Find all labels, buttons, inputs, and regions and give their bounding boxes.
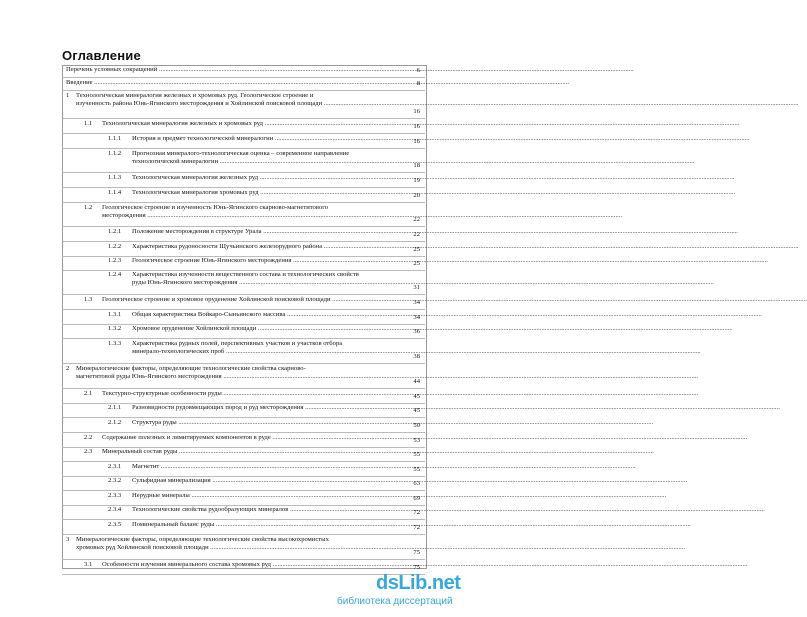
toc-entry-number: 2.2: [84, 434, 93, 441]
toc-entry-title: [76, 92, 401, 108]
toc-entry-page: 25: [413, 260, 420, 267]
toc-entry-number: 2.3.5: [108, 521, 122, 528]
toc-entry-page: 45: [413, 407, 420, 414]
toc-entry-title-line: Минералогические факторы, определяющие технологические свойства скарново-: [76, 365, 306, 372]
toc-entry-page: 8: [416, 80, 420, 87]
toc-entry[interactable]: [62, 227, 425, 242]
toc-entry[interactable]: [62, 295, 425, 310]
toc-entry-title: Хромовое оруденение Хойлинской площади .....: [132, 325, 401, 333]
toc-entry-number: 2.3.1: [108, 463, 122, 470]
toc-entry-page: 22: [413, 231, 420, 238]
toc-entry-title: [76, 365, 401, 381]
toc-entry[interactable]: [62, 476, 425, 491]
toc-entry-title: Технологические свойства рудообразующих минералов .....: [132, 506, 401, 514]
toc-entry-title: Положение месторождения в структуре Урала .....: [132, 228, 401, 236]
toc-entry-title: Сульфидная минерализация .....: [132, 477, 401, 485]
toc-entry-page: 55: [413, 451, 420, 458]
toc-entry-title-line: Технологическая минералогия железных и хромовых руд. Геологическое строение и: [76, 92, 314, 99]
toc-entry-page: 31: [413, 284, 420, 291]
toc-entry-number: 1.3: [84, 296, 93, 303]
toc-entry-number: 2.3.2: [108, 477, 122, 484]
toc-entry-number: 1.3.2: [108, 325, 122, 332]
toc-entry-title: История и предмет технологической минералогии .....: [132, 135, 401, 143]
toc-entry-page: 6: [416, 67, 420, 74]
toc-entry-title: Геологическое строение Юнь-Ягинского месторождения .....: [132, 257, 401, 265]
toc-entry-number: 1.2: [84, 204, 93, 211]
toc-entry-number: 1.2.3: [108, 257, 122, 264]
toc-entry[interactable]: [62, 65, 425, 78]
toc-entry-title: Магнетит .....: [132, 463, 401, 471]
toc-entry-page: 45: [413, 393, 420, 400]
toc-entry[interactable]: [62, 339, 425, 364]
toc-entry-number: 1.2.2: [108, 243, 122, 250]
toc-entry-page: 34: [413, 299, 420, 306]
toc-entry-title-line: Минералогические факторы, определяющие технологические свойства высокохромистых: [76, 536, 329, 543]
toc-entry-page: 53: [413, 437, 420, 444]
watermark-subtitle: библиотека диссертаций: [337, 596, 453, 607]
toc-entry[interactable]: [62, 324, 425, 339]
toc-entry-title: Технологическая минералогия железных руд .....: [132, 174, 401, 182]
toc-entry-number: 2.3.4: [108, 506, 122, 513]
toc-entry-number: 1: [66, 92, 70, 99]
toc-entry-page: 16: [413, 138, 420, 145]
toc-entry-title: Разновидности рудовмещающих пород и руд месторождения .....: [132, 404, 401, 412]
toc-entry-page: 16: [413, 108, 420, 115]
toc-entry[interactable]: [62, 203, 425, 227]
toc-entry-number: 1.1.3: [108, 174, 122, 181]
toc-entry-number: 2.1.2: [108, 419, 122, 426]
toc-entry-title-line: магнетитовой руды Юнь-Ягинского месторождения .....: [76, 373, 401, 381]
toc-entry[interactable]: [62, 535, 425, 560]
toc-entry-number: 1.1.1: [108, 135, 122, 142]
toc-entry-page: 69: [413, 495, 420, 502]
toc-entry-number: 1.2.4: [108, 271, 122, 278]
toc-entry-page: 75: [413, 549, 420, 556]
toc-entry-page: 19: [413, 177, 420, 184]
toc-entry-number: 1.2.1: [108, 228, 122, 235]
toc-entry-number: 2.3: [84, 448, 93, 455]
toc-entry-title-line: хромовых руд Хойлинской поисковой площади .....: [76, 544, 401, 552]
toc-entry[interactable]: [62, 389, 425, 404]
toc-entry-title: Нерудные минералы .....: [132, 492, 401, 500]
toc-entry[interactable]: [62, 134, 425, 149]
toc-entry-title: Геологическое строение и хромовое оруденение Хойлинской поисковой площади .....: [102, 296, 401, 304]
toc-entry[interactable]: [62, 403, 425, 418]
watermark-logo: dsLib.net: [376, 572, 461, 594]
toc-entry-page: 44: [413, 378, 420, 385]
toc-entry[interactable]: [62, 78, 425, 91]
toc-entry-title: Введение .....: [66, 79, 401, 87]
toc-entry-number: 3: [66, 536, 70, 543]
toc-entry-title-line: месторождения .....: [102, 212, 401, 220]
toc-entry-number: 3.1: [84, 561, 93, 568]
toc-entry-number: 1.1.2: [108, 150, 122, 157]
toc-entry-page: 34: [413, 314, 420, 321]
toc-entry[interactable]: [62, 270, 425, 295]
toc-entry-title: Минеральный состав руды .....: [102, 448, 401, 456]
toc-entry-title-line: технологической минералогии .....: [132, 158, 401, 166]
toc-entry-page: 72: [413, 524, 420, 531]
toc-entry-page: 22: [413, 216, 420, 223]
toc-entry-page: 18: [413, 162, 420, 169]
page-title: Оглавление: [62, 48, 141, 63]
toc-entry-title-line: руды Юнь-Ягинского месторождения .....: [132, 279, 401, 287]
toc-entry[interactable]: [62, 418, 425, 433]
toc-entry-title: Содержание полезных и лимитируемых компонентов в руде .....: [102, 434, 401, 442]
toc-entry[interactable]: [62, 256, 425, 271]
toc-entry-page: 55: [413, 466, 420, 473]
toc-entry[interactable]: [62, 242, 425, 257]
toc-entry-title: Текстурно-структурные особенности руды .....: [102, 390, 401, 398]
toc-entry-title: [132, 271, 401, 287]
toc-entry-title-line: Характеристика рудных полей, перспективных участков и участков отбора: [132, 340, 343, 347]
toc-entry-number: 2.3.3: [108, 492, 122, 499]
toc-entry[interactable]: [62, 462, 425, 477]
toc-entry-title: Характеристика рудоносности Щучьинского железорудного района .....: [132, 243, 401, 251]
toc-entry[interactable]: [62, 520, 425, 535]
toc-entry-number: 2.1: [84, 390, 93, 397]
toc-entry-page: 75: [413, 564, 420, 571]
toc-entry-number: 1.1: [84, 120, 93, 127]
toc-entry-page: 63: [413, 480, 420, 487]
toc-entry-number: 1.3.1: [108, 311, 122, 318]
toc-entry[interactable]: [62, 188, 425, 203]
toc-entry[interactable]: [62, 91, 425, 119]
toc-entry-title-line: изученность района Юнь-Ягинского месторождения и Хойлинской поисковой площади .....: [76, 100, 401, 108]
toc-entry[interactable]: [62, 119, 425, 134]
toc-entry-page: 25: [413, 246, 420, 253]
toc-entry[interactable]: [62, 491, 425, 506]
toc-entry-page: 16: [413, 123, 420, 130]
toc-entry-title: [102, 204, 401, 220]
toc-entry-title: Особенности изучения минерального состава хромовых руд .....: [102, 561, 401, 569]
toc-entry-title-line: Прогнозная минералого-технологическая оценка – современное направление: [132, 150, 350, 157]
toc-entry[interactable]: [62, 433, 425, 448]
toc-entry-title-line: минерало-технологических проб .....: [132, 348, 401, 356]
toc-entry-title-line: Геологическое строение и изученность Юнь-Ягинского скарново-магнетитового: [102, 204, 329, 211]
watermark: [337, 572, 461, 617]
toc-entry-number: 1.3.3: [108, 340, 122, 347]
toc-entry-page: 72: [413, 509, 420, 516]
toc-entry-title: [132, 150, 401, 166]
toc-entry-number: 2.1.1: [108, 404, 122, 411]
toc-entry[interactable]: [62, 505, 425, 520]
toc-entry-number: 1.1.4: [108, 189, 122, 196]
toc-entry-title-line: Характеристика изученности вещественного состава и технологических свойств: [132, 271, 359, 278]
toc-entry-title: Перечень условных сокращений .....: [66, 66, 401, 74]
toc-entry[interactable]: [62, 364, 425, 389]
toc-entry-page: 20: [413, 192, 420, 199]
toc-entry-title: Структура руды .....: [132, 419, 401, 427]
toc-entry[interactable]: [62, 310, 425, 325]
toc-entry[interactable]: [62, 173, 425, 188]
toc-entry-page: 38: [413, 353, 420, 360]
toc-entry-page: 36: [413, 328, 420, 335]
toc-entry-title: Поминеральный баланс руды .....: [132, 521, 401, 529]
toc-entry-title: [76, 536, 401, 552]
toc-entry-title: Общая характеристика Войкаро-Сыньинского массива .....: [132, 311, 401, 319]
toc-entry-number: 2: [66, 365, 70, 372]
toc-entry[interactable]: [62, 149, 425, 173]
toc-entry-title: Технологическая минералогия железных и хромовых руд .....: [102, 120, 401, 128]
toc-entry[interactable]: [62, 447, 425, 462]
toc-entry-page: 50: [413, 422, 420, 429]
toc-entry-title: [132, 340, 401, 356]
toc-entry-title: Технологическая минералогия хромовых руд .....: [132, 189, 401, 197]
